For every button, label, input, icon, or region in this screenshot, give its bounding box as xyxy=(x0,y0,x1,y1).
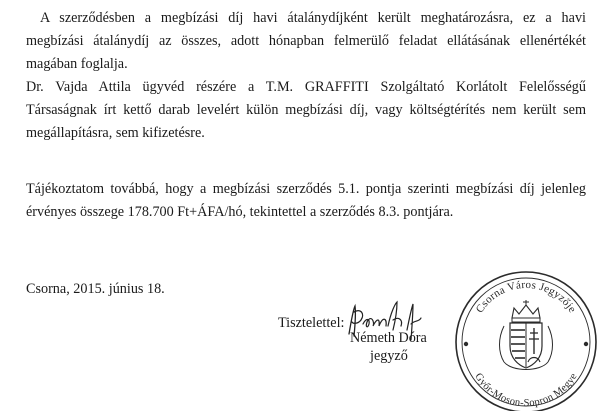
paragraph-3-line-2: érvényes összege 178.700 Ft+ÁFA/hó, tekintettel a szerződés 8.3. pontjára. xyxy=(26,204,454,220)
paragraph-2-line-1: Dr. Vajda Attila ügyvéd részére a T.M. GRAFFITI Szolgáltató Korlátolt Felelősségű xyxy=(26,79,586,95)
signer-name: Németh Dóra xyxy=(350,330,427,346)
official-seal-stamp xyxy=(452,262,600,411)
paragraph-2-line-2: Társaságnak írt kettő darab levelért külön megbízási díj, vagy költségtérítés nem került sem xyxy=(26,102,586,118)
paragraph-3-line-1: Tájékoztatom továbbá, hogy a megbízási szerződés 5.1. pontja szerinti megbízási díj jelenleg xyxy=(26,181,586,197)
svg-text:Győr-Moson-Sopron Megye: Győr-Moson-Sopron Megye xyxy=(472,371,580,410)
svg-text:Csorna Város Jegyzője: Csorna Város Jegyzője xyxy=(473,278,579,316)
paragraph-2-line-3: megállapításra, sem kifizetésre. xyxy=(26,125,205,141)
greeting: Tisztelettel: xyxy=(278,315,345,331)
signer-title: jegyző xyxy=(370,348,408,364)
paragraph-1-line-1: A szerződésben a megbízási díj havi átalánydíjként került meghatározásra, ez a havi xyxy=(40,10,586,26)
hungarian-coat-of-arms-icon xyxy=(500,300,553,370)
paragraph-1-line-2: megbízási átalánydíj az összes, adott hónapban felmerülő feladat ellátásának ellenértékét xyxy=(26,33,586,49)
paragraph-1-line-3: magában foglalja. xyxy=(26,56,128,72)
place-date: Csorna, 2015. június 18. xyxy=(26,281,165,297)
